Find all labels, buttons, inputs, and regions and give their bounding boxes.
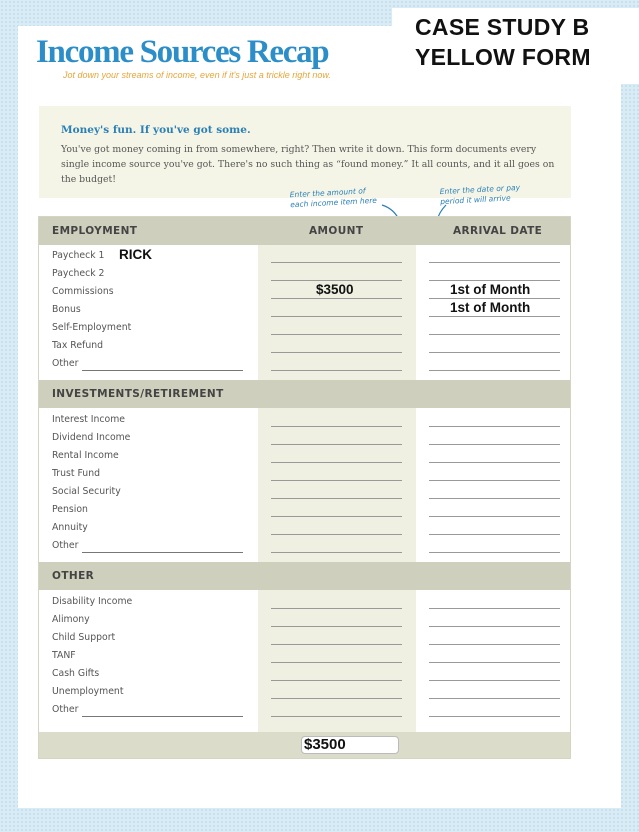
other-write-in-line[interactable] xyxy=(82,552,243,553)
amount-input-line[interactable] xyxy=(271,498,402,499)
investments-header-band xyxy=(39,380,570,408)
arrival-date-input-line[interactable] xyxy=(429,352,560,353)
page-tagline: Jot down your streams of income, even if it's just a trickle right now. xyxy=(63,70,331,80)
row-label-investments: Trust Fund xyxy=(52,468,100,479)
case-study-line-2: YELLOW FORM xyxy=(415,44,591,70)
arrival-date-input-line[interactable] xyxy=(429,426,560,427)
employment-header: EMPLOYMENT xyxy=(52,225,138,237)
arrival-date-input-line[interactable] xyxy=(429,662,560,663)
amount-input-line[interactable] xyxy=(271,516,402,517)
arrival-date-input-line[interactable] xyxy=(429,298,560,299)
row-label-other: Unemployment xyxy=(52,686,124,697)
date-annotation-line-1: Enter the date or pay xyxy=(439,182,521,197)
arrival-date-input-line[interactable] xyxy=(429,370,560,371)
amount-input-line[interactable] xyxy=(271,298,402,299)
arrival-date-input-line[interactable] xyxy=(429,716,560,717)
row-label-investments: Interest Income xyxy=(52,414,125,425)
row-label-employment: Paycheck 2 xyxy=(52,268,105,279)
arrival-date-input-line[interactable] xyxy=(429,444,560,445)
amount-input-line[interactable] xyxy=(271,534,402,535)
arrival-date-input-line[interactable] xyxy=(429,462,560,463)
investments-header: INVESTMENTS/RETIREMENT xyxy=(52,388,224,400)
row-label-employment: Other xyxy=(52,358,79,369)
amount-annotation-line-1: Enter the amount of xyxy=(289,186,366,200)
arrival-date-input-line[interactable] xyxy=(429,680,560,681)
amount-input-line[interactable] xyxy=(271,426,402,427)
amount-input-line[interactable] xyxy=(271,552,402,553)
arrival-date-header: ARRIVAL DATE xyxy=(453,225,543,237)
row-label-employment: Self-Employment xyxy=(52,322,132,333)
intro-heading: Money's fun. If you've got some. xyxy=(61,124,251,136)
amount-input-line[interactable] xyxy=(271,716,402,717)
row-label-other: Disability Income xyxy=(52,596,133,607)
paycheck1-handwritten-name: RICK xyxy=(119,247,152,262)
date-annotation xyxy=(440,183,521,207)
amount-input-line[interactable] xyxy=(271,462,402,463)
bonus-date-value[interactable]: 1st of Month xyxy=(450,300,531,315)
date-annotation-line-2: period it will arrive xyxy=(440,193,511,207)
row-label-other: Other xyxy=(52,704,79,715)
amount-input-line[interactable] xyxy=(271,262,402,263)
row-label-other: TANF xyxy=(52,650,76,661)
row-label-other: Cash Gifts xyxy=(52,668,100,679)
row-label-investments: Other xyxy=(52,540,79,551)
arrival-date-input-line[interactable] xyxy=(429,698,560,699)
amount-header: AMOUNT xyxy=(309,225,364,237)
amount-input-line[interactable] xyxy=(271,280,402,281)
arrival-date-input-line[interactable] xyxy=(429,280,560,281)
arrival-date-input-line[interactable] xyxy=(429,644,560,645)
amount-input-line[interactable] xyxy=(271,316,402,317)
row-label-investments: Rental Income xyxy=(52,450,119,461)
other-write-in-line[interactable] xyxy=(82,370,243,371)
row-label-other: Child Support xyxy=(52,632,116,643)
row-label-other: Alimony xyxy=(52,614,90,625)
arrival-date-input-line[interactable] xyxy=(429,334,560,335)
arrival-date-input-line[interactable] xyxy=(429,316,560,317)
amount-input-line[interactable] xyxy=(271,480,402,481)
row-label-employment: Tax Refund xyxy=(52,340,104,351)
case-study-line-1: CASE STUDY B xyxy=(415,14,590,40)
amount-input-line[interactable] xyxy=(271,644,402,645)
commissions-amount-value[interactable]: $3500 xyxy=(316,282,354,297)
amount-input-line[interactable] xyxy=(271,444,402,445)
row-label-employment: Bonus xyxy=(52,304,81,315)
amount-input-line[interactable] xyxy=(271,352,402,353)
commissions-date-value[interactable]: 1st of Month xyxy=(450,282,531,297)
arrival-date-input-line[interactable] xyxy=(429,516,560,517)
amount-input-line[interactable] xyxy=(271,370,402,371)
amount-input-line[interactable] xyxy=(271,698,402,699)
row-label-investments: Pension xyxy=(52,504,88,515)
arrival-date-input-line[interactable] xyxy=(429,262,560,263)
row-label-employment: Paycheck 1 xyxy=(52,250,105,261)
amount-input-line[interactable] xyxy=(271,680,402,681)
arrival-date-input-line[interactable] xyxy=(429,626,560,627)
amount-input-line[interactable] xyxy=(271,608,402,609)
arrival-date-input-line[interactable] xyxy=(429,480,560,481)
arrival-date-input-line[interactable] xyxy=(429,608,560,609)
arrival-date-input-line[interactable] xyxy=(429,534,560,535)
row-label-investments: Dividend Income xyxy=(52,432,131,443)
amount-input-line[interactable] xyxy=(271,662,402,663)
amount-input-line[interactable] xyxy=(271,334,402,335)
other-header: OTHER xyxy=(52,570,95,582)
row-label-investments: Annuity xyxy=(52,522,88,533)
arrival-date-input-line[interactable] xyxy=(429,498,560,499)
amount-input-line[interactable] xyxy=(271,626,402,627)
row-label-investments: Social Security xyxy=(52,486,121,497)
employment-header-band xyxy=(39,217,570,245)
page-title: Income Sources Recap xyxy=(36,34,329,70)
arrival-date-input-line[interactable] xyxy=(429,552,560,553)
intro-body: You've got money coming in from somewhere, right? Then write it down. This form documents every single income source you've got. There's no such thing as “found money.” It all counts, and it all goes on the budget! xyxy=(61,144,555,185)
other-header-band xyxy=(39,562,570,590)
row-label-employment: Commissions xyxy=(52,286,114,297)
other-write-in-line[interactable] xyxy=(82,716,243,717)
total-income-value: $3500 xyxy=(304,736,346,753)
amount-annotation-line-2: each income item here xyxy=(290,195,378,210)
